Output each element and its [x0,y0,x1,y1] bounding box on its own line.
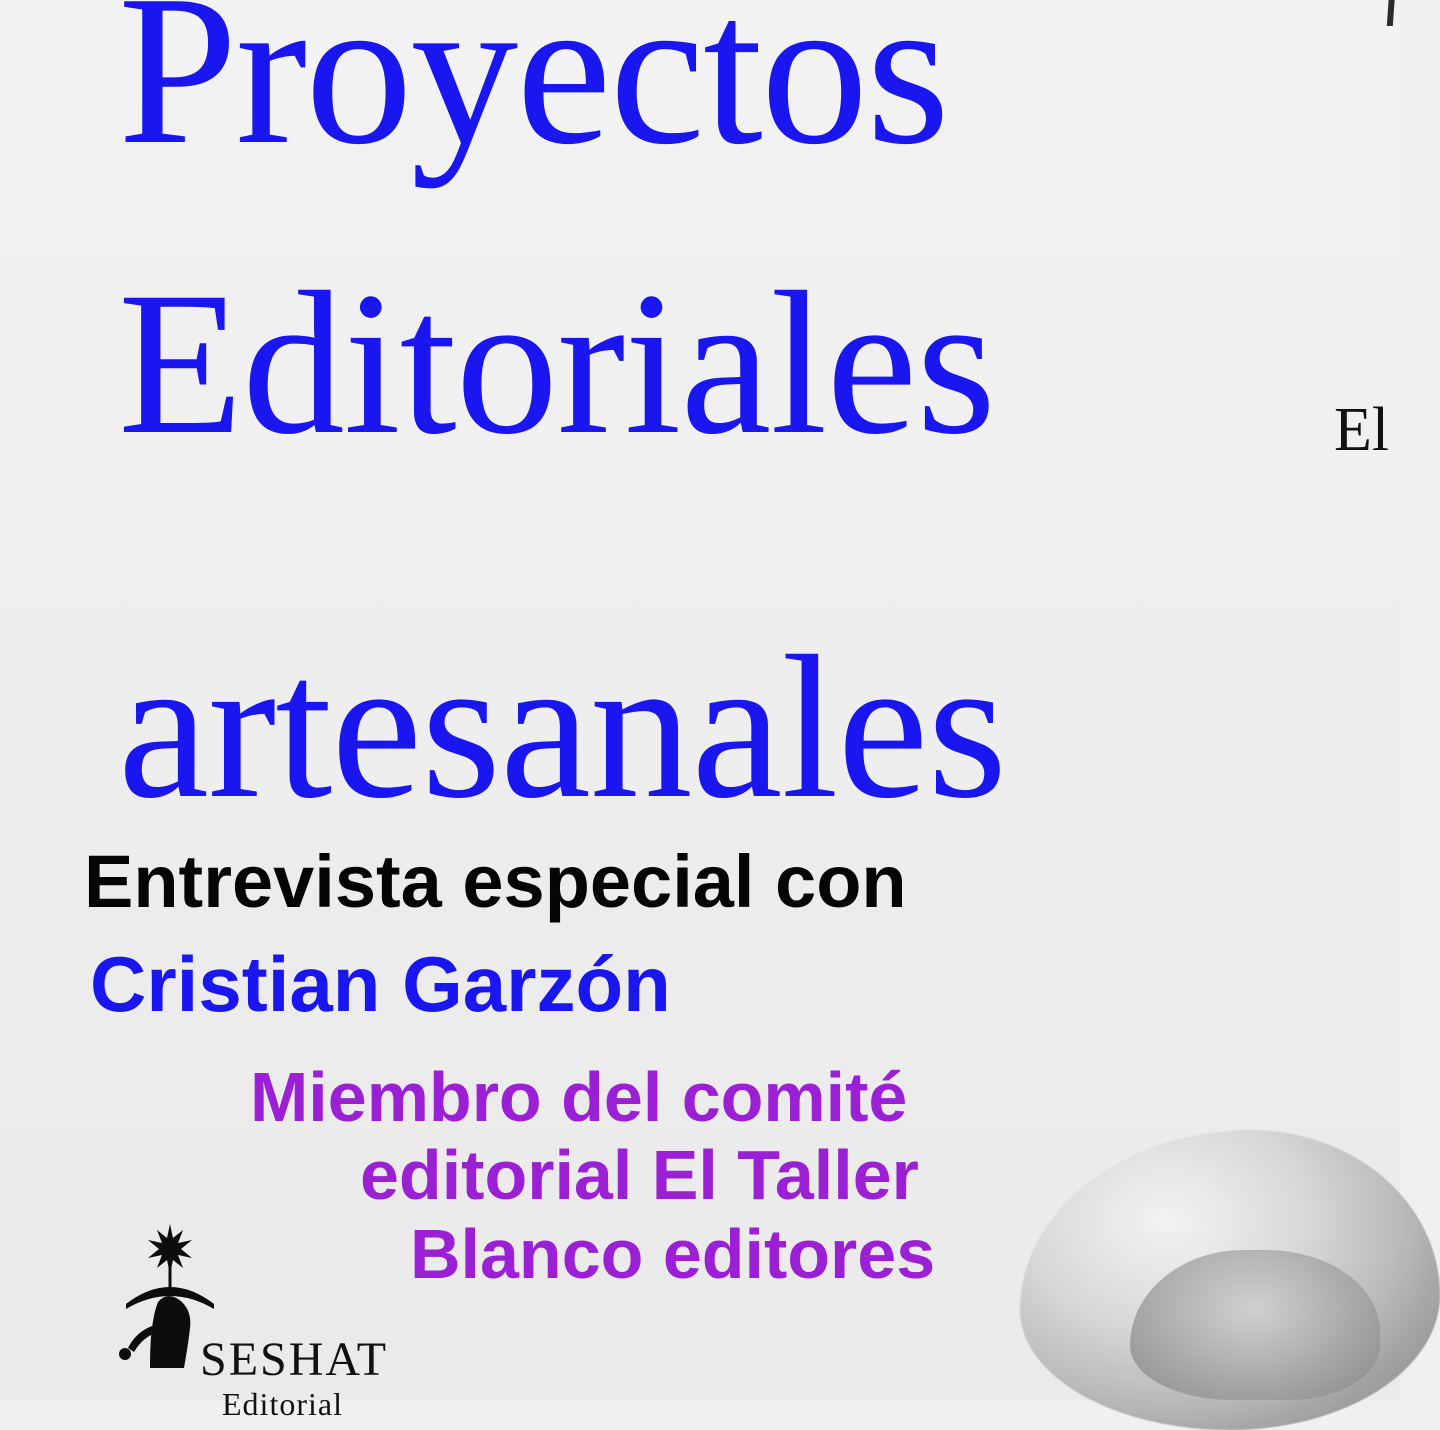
right-fragment-text: El [1334,396,1390,464]
logo-tagline: Editorial [222,1386,343,1422]
interview-subtitle: Entrevista especial con [84,840,907,923]
seshat-logo [72,1218,402,1422]
role-line-2: editorial El Taller [360,1136,919,1215]
poster-title [118,0,1218,842]
role-line-1: Miembro del comité [250,1058,908,1136]
role-line-3: Blanco editores [410,1214,936,1293]
title-line-2: Editoriales [118,250,996,478]
right-text-fragment [1334,395,1389,466]
title-line-3: artesanales [118,614,1007,842]
subtitle-block [84,840,1264,1028]
logo-name: SESHAT [200,1333,389,1386]
top-right-mark-icon [1387,0,1395,26]
guest-name: Cristian Garzón [90,940,671,1028]
title-line-1: Proyectos [118,0,948,189]
